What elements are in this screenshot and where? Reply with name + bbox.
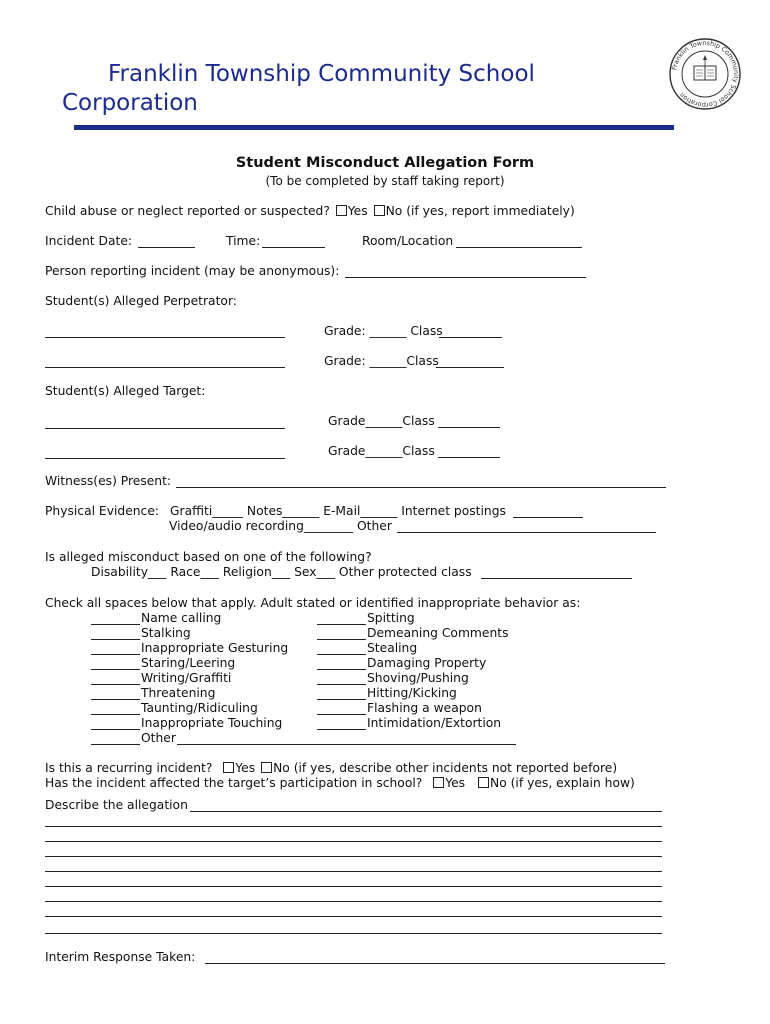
org-title-line2: Corporation <box>62 90 198 116</box>
allegation-line[interactable] <box>45 826 662 827</box>
allegation-line[interactable] <box>45 871 662 872</box>
evidence-other-field[interactable] <box>397 532 656 533</box>
behavior-item-label: Stealing <box>367 641 418 655</box>
perpetrator-class-field-1[interactable] <box>439 337 502 338</box>
affected-no-label: No (if yes, explain how) <box>490 776 635 790</box>
header-rule <box>74 125 674 130</box>
behavior-item-label: Damaging Property <box>367 656 487 670</box>
behavior-item-label: Other <box>141 731 176 745</box>
affected-question-label: Has the incident affected the target’s participation in school? <box>45 776 423 790</box>
perpetrator-heading: Student(s) Alleged Perpetrator: <box>45 294 237 308</box>
person-reporting-label: Person reporting incident (may be anonymous): <box>45 264 340 278</box>
allegation-line[interactable] <box>45 916 662 917</box>
organization-title <box>62 60 662 118</box>
perpetrator-grade-class-2: Grade: ______Class <box>324 354 439 368</box>
behavior-checkline[interactable] <box>91 714 140 715</box>
behavior-checkline[interactable] <box>91 639 140 640</box>
behavior-item-label: Stalking <box>141 626 191 640</box>
behavior-checkline[interactable] <box>91 669 140 670</box>
behavior-checkline[interactable] <box>317 684 366 685</box>
form-title: Student Misconduct Allegation Form <box>235 155 535 171</box>
time-field[interactable] <box>262 247 325 248</box>
based-on-question: Is alleged misconduct based on one of the following? <box>45 550 372 564</box>
behavior-item-label: Inappropriate Gesturing <box>141 641 289 655</box>
abuse-yes-label: Yes <box>347 204 368 218</box>
perpetrator-grade-class-1: Grade: ______ Class <box>324 324 443 338</box>
recurring-question-row <box>45 761 617 776</box>
behavior-checkline[interactable] <box>91 729 140 730</box>
perpetrator-name-field-1[interactable] <box>45 337 285 338</box>
allegation-line[interactable] <box>45 856 662 857</box>
behavior-checkline[interactable] <box>317 654 366 655</box>
interim-response-label: Interim Response Taken: <box>45 950 196 964</box>
target-heading: Student(s) Alleged Target: <box>45 384 206 398</box>
affected-yes-checkbox[interactable] <box>433 777 444 788</box>
behavior-item-label: Name calling <box>141 611 222 625</box>
behavior-checkline[interactable] <box>91 624 140 625</box>
behavior-checkline[interactable] <box>317 714 366 715</box>
evidence-options-row1: Graffiti_____ Notes______ E-Mail______ Internet postings <box>170 504 506 518</box>
svg-text:Franklin Township Community Sc: Franklin Township Community School Corporation <box>670 38 741 110</box>
allegation-line[interactable] <box>45 901 662 902</box>
behavior-checkline[interactable] <box>317 729 366 730</box>
behavior-other-field[interactable] <box>177 744 516 745</box>
behavior-checkline[interactable] <box>91 699 140 700</box>
interim-response-field[interactable] <box>205 963 665 964</box>
target-class-field-2[interactable] <box>438 457 500 458</box>
other-protected-class-field[interactable] <box>481 578 632 579</box>
behavior-checkline[interactable] <box>91 654 140 655</box>
describe-allegation-label: Describe the allegation <box>45 798 188 812</box>
physical-evidence-label: Physical Evidence: <box>45 504 160 518</box>
person-reporting-field[interactable] <box>345 277 586 278</box>
behavior-item-label: Demeaning Comments <box>367 626 509 640</box>
abuse-no-checkbox[interactable] <box>374 205 385 216</box>
affected-no-checkbox[interactable] <box>478 777 489 788</box>
allegation-line[interactable] <box>45 886 662 887</box>
affected-question-row <box>45 776 635 791</box>
protected-class-options: Disability___ Race___ Religion___ Sex___ Other protected class <box>91 565 472 579</box>
recurring-yes-label: Yes <box>235 761 256 775</box>
behavior-checkline[interactable] <box>317 699 366 700</box>
incident-date-field[interactable] <box>138 247 195 248</box>
behavior-item-label: Intimidation/Extortion <box>367 716 502 730</box>
behavior-checkline[interactable] <box>91 744 140 745</box>
behavior-item-label: Writing/Graffiti <box>141 671 232 685</box>
recurring-yes-checkbox[interactable] <box>223 762 234 773</box>
abuse-yes-checkbox[interactable] <box>336 205 347 216</box>
perpetrator-class-field-2[interactable] <box>436 367 504 368</box>
behavior-item-label: Shoving/Pushing <box>367 671 469 685</box>
internet-postings-field[interactable] <box>513 517 583 518</box>
incident-date-label: Incident Date: <box>45 234 133 248</box>
behavior-item-label: Taunting/Ridiculing <box>141 701 258 715</box>
behavior-item-label: Staring/Leering <box>141 656 236 670</box>
abuse-question-label: Child abuse or neglect reported or suspected? <box>45 204 330 218</box>
form-subtitle: (To be completed by staff taking report) <box>265 174 505 188</box>
witness-label: Witness(es) Present: <box>45 474 172 488</box>
behavior-item-label: Spitting <box>367 611 415 625</box>
describe-allegation-field[interactable] <box>190 811 662 812</box>
behavior-checkline[interactable] <box>91 684 140 685</box>
abuse-question-row <box>45 204 575 219</box>
behavior-check-heading: Check all spaces below that apply. Adult stated or identified inappropriate behavior as: <box>45 596 581 610</box>
behavior-checkline[interactable] <box>317 639 366 640</box>
behavior-checkline[interactable] <box>317 669 366 670</box>
perpetrator-name-field-2[interactable] <box>45 367 285 368</box>
recurring-question-label: Is this a recurring incident? <box>45 761 213 775</box>
org-title-line1: Franklin Township Community School <box>108 61 535 87</box>
allegation-line[interactable] <box>45 841 662 842</box>
recurring-no-label: No (if yes, describe other incidents not reported before) <box>273 761 618 775</box>
room-location-label: Room/Location <box>362 234 454 248</box>
target-grade-class-1: Grade______Class <box>328 414 435 428</box>
recurring-no-checkbox[interactable] <box>261 762 272 773</box>
behavior-checkline[interactable] <box>317 624 366 625</box>
target-name-field-2[interactable] <box>45 458 285 459</box>
behavior-item-label: Hitting/Kicking <box>367 686 457 700</box>
behavior-item-label: Flashing a weapon <box>367 701 482 715</box>
target-grade-class-2: Grade______Class <box>328 444 435 458</box>
time-label: Time: <box>226 234 261 248</box>
school-seal-logo <box>668 37 742 111</box>
witness-field[interactable] <box>176 487 666 488</box>
allegation-line[interactable] <box>45 933 662 934</box>
abuse-no-label: No (if yes, report immediately) <box>385 204 575 218</box>
target-name-field-1[interactable] <box>45 428 285 429</box>
target-class-field-1[interactable] <box>438 427 500 428</box>
behavior-item-label: Threatening <box>141 686 216 700</box>
evidence-options-row2: Video/audio recording________ Other <box>169 519 392 533</box>
behavior-item-label: Inappropriate Touching <box>141 716 283 730</box>
affected-yes-label: Yes <box>445 776 466 790</box>
room-location-field[interactable] <box>456 247 582 248</box>
